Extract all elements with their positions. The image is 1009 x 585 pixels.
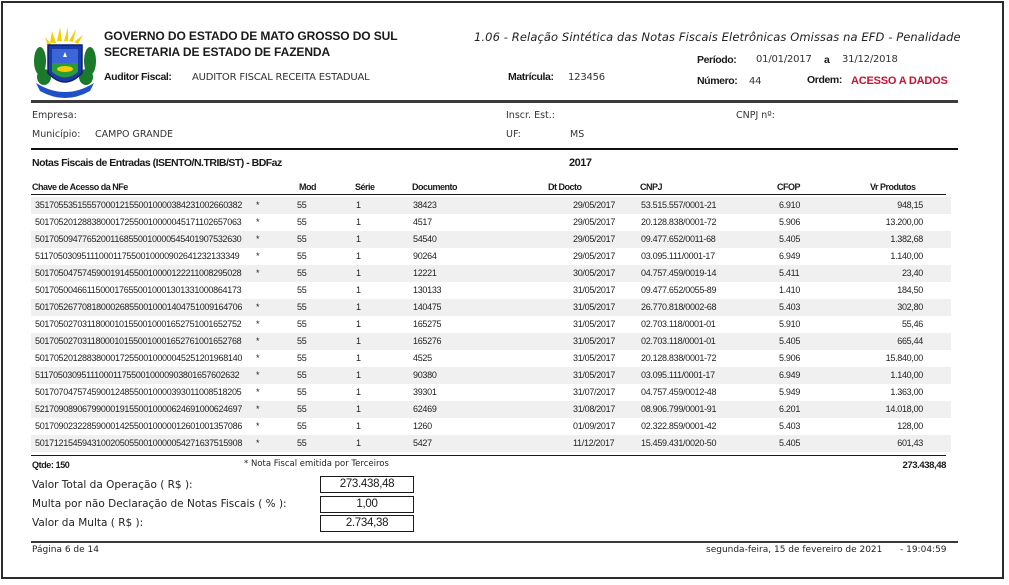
cell-cnpj: 20.128.838/0001-72: [641, 353, 717, 363]
table-row: [31, 435, 951, 452]
municipio-value: CAMPO GRANDE: [95, 129, 174, 140]
cell-dt-docto: 29/05/2017: [573, 200, 616, 210]
cell-dt-docto: 31/08/2017: [573, 404, 616, 414]
multa-percent-label: Multa por não Declaração de Notas Fiscais ( % ):: [32, 498, 287, 510]
cell-vr-produtos: 948,15: [897, 200, 923, 210]
cell-cfop: 5.403: [779, 421, 801, 431]
qtde-count: Qtde: 150: [32, 460, 70, 470]
print-time: - 19:04:59: [900, 545, 947, 555]
print-date: segunda-feira, 15 de fevereiro de 2021: [706, 545, 883, 555]
cell-documento: 165276: [413, 336, 442, 346]
cell-vr-produtos: 14.018,00: [885, 404, 923, 414]
cell-serie: 1: [356, 319, 361, 329]
cell-mod: 55: [297, 353, 307, 363]
cell-dt-docto: 30/05/2017: [573, 268, 616, 278]
cell-documento: 38423: [413, 200, 437, 210]
cell-documento: 140475: [413, 302, 442, 312]
third-party-footnote: * Nota Fiscal emitida por Terceiros: [244, 459, 389, 469]
periodo-separator: a: [824, 54, 830, 66]
column-header-chave: Chave de Acesso da NFe: [32, 182, 128, 192]
cell-serie: 1: [356, 438, 361, 448]
cell-documento: 4525: [413, 353, 432, 363]
valor-total-label: Valor Total da Operação ( R$ ):: [32, 479, 193, 491]
cell-third-party-marker: *: [256, 268, 260, 278]
cell-third-party-marker: *: [256, 336, 260, 346]
cell-chave-acesso: 50170520128838000172550010000045171102657063: [35, 217, 242, 227]
municipio-label: Município:: [32, 129, 81, 140]
cell-serie: 1: [356, 370, 361, 380]
cell-serie: 1: [356, 251, 361, 261]
cell-cfop: 5.949: [779, 387, 801, 397]
cell-mod: 55: [297, 421, 307, 431]
cell-cfop: 5.906: [779, 217, 801, 227]
cell-cnpj: 02.703.118/0001-01: [641, 336, 716, 346]
cell-dt-docto: 29/05/2017: [573, 251, 616, 261]
cell-chave-acesso: 50170526770818000268550010001404751009164706: [35, 302, 243, 312]
table-total: 273.438,48: [902, 460, 946, 471]
numero-value: 44: [749, 76, 762, 87]
cell-chave-acesso: 51170503095111000117550010000902641232133349: [35, 251, 240, 261]
section-year: 2017: [569, 157, 592, 169]
cell-cfop: 5.403: [779, 302, 801, 312]
periodo-end: 31/12/2018: [842, 54, 898, 65]
cell-cfop: 5.906: [779, 353, 801, 363]
cell-third-party-marker: *: [256, 251, 260, 261]
cell-vr-produtos: 13.200,00: [885, 217, 923, 227]
cnpj-label: CNPJ nº:: [736, 110, 775, 121]
cell-third-party-marker: *: [256, 421, 260, 431]
cell-cfop: 6.949: [779, 251, 801, 261]
column-header-cnpj: CNPJ: [640, 182, 663, 192]
table-row: [31, 418, 951, 435]
cell-cfop: 5.405: [779, 234, 801, 244]
cell-dt-docto: 31/05/2017: [573, 302, 616, 312]
cell-documento: 1260: [413, 421, 432, 431]
cell-dt-docto: 31/05/2017: [573, 353, 616, 363]
cell-cfop: 6.201: [779, 404, 801, 414]
cell-documento: 130133: [413, 285, 442, 295]
footer-divider: [31, 541, 958, 543]
cell-serie: 1: [356, 200, 361, 210]
cell-vr-produtos: 184,50: [897, 285, 923, 295]
page-number: Página 6 de 14: [32, 545, 99, 555]
cell-dt-docto: 31/05/2017: [573, 370, 616, 380]
cell-mod: 55: [297, 438, 307, 448]
auditor-value: AUDITOR FISCAL RECEITA ESTADUAL: [192, 72, 370, 83]
cell-chave-acesso: 50170502703118000101550010001652751001652752: [35, 319, 242, 329]
cell-serie: 1: [356, 353, 361, 363]
cell-cfop: 5.411: [779, 268, 800, 278]
cell-serie: 1: [356, 302, 361, 312]
uf-value: MS: [570, 129, 585, 140]
cell-mod: 55: [297, 200, 307, 210]
column-header-documento: Documento: [412, 182, 457, 192]
cell-mod: 55: [297, 251, 307, 261]
cell-documento: 12221: [413, 268, 437, 278]
cell-cnpj: 02.322.859/0001-42: [641, 421, 717, 431]
cell-vr-produtos: 1.140,00: [890, 370, 923, 380]
column-header-serie: Série: [355, 182, 375, 192]
cell-cnpj: 15.459.431/0020-50: [641, 438, 717, 448]
cell-cnpj: 53.515.557/0001-21: [641, 200, 717, 210]
auditor-label: Auditor Fiscal:: [104, 71, 172, 83]
valor-multa-label: Valor da Multa ( R$ ):: [32, 517, 144, 529]
report-title: 1.06 - Relação Sintética das Notas Fiscais Eletrônicas Omissas na EFD - Penalidade: [474, 30, 961, 44]
nfe-table: [31, 197, 951, 452]
cell-cnpj: 03.095.111/0001-17: [641, 370, 715, 380]
table-row: [31, 282, 951, 299]
table-row: [31, 248, 951, 265]
column-header-dt-docto: Dt Docto: [548, 182, 582, 192]
cell-documento: 62469: [413, 404, 437, 414]
cell-third-party-marker: *: [256, 319, 260, 329]
cell-serie: 1: [356, 387, 361, 397]
ordem-value: ACESSO A DADOS: [851, 75, 948, 87]
cell-vr-produtos: 1.363,00: [890, 387, 923, 397]
cell-dt-docto: 29/05/2017: [573, 234, 616, 244]
cell-third-party-marker: *: [256, 438, 260, 448]
cell-chave-acesso: 52170908906799000191550010000624691000624697: [35, 404, 243, 414]
table-row: [31, 316, 951, 333]
section-title: Notas Fiscais de Entradas (ISENTO/N.TRIB/ST) - BDFaz: [32, 157, 282, 169]
cell-mod: 55: [297, 234, 307, 244]
table-header-underline: [31, 194, 946, 195]
cell-cnpj: 09.477.652/0011-68: [641, 234, 716, 244]
org-name-line2: SECRETARIA DE ESTADO DE FAZENDA: [104, 45, 331, 59]
cell-chave-acesso: 35170553515557000121550010000384231002660382: [35, 200, 243, 210]
cell-vr-produtos: 1.140,00: [890, 251, 923, 261]
cell-cnpj: 26.770.818/0002-68: [641, 302, 717, 312]
cell-third-party-marker: *: [256, 217, 260, 227]
cell-cnpj: 02.703.118/0001-01: [641, 319, 716, 329]
cell-mod: 55: [297, 319, 307, 329]
cell-cfop: 1.410: [779, 285, 801, 295]
cell-vr-produtos: 128,00: [897, 421, 923, 431]
cell-dt-docto: 31/05/2017: [573, 319, 616, 329]
cell-serie: 1: [356, 404, 361, 414]
cell-serie: 1: [356, 285, 361, 295]
cell-serie: 1: [356, 336, 361, 346]
org-name-line1: GOVERNO DO ESTADO DE MATO GROSSO DO SUL: [104, 29, 398, 43]
cell-third-party-marker: *: [256, 387, 260, 397]
cell-third-party-marker: *: [256, 353, 260, 363]
cell-vr-produtos: 15.840,00: [885, 353, 923, 363]
cell-vr-produtos: 55,46: [901, 319, 923, 329]
cell-cnpj: 20.128.838/0001-72: [641, 217, 717, 227]
valor-multa-value: 2.734,38: [320, 515, 414, 532]
cell-third-party-marker: *: [256, 234, 260, 244]
empresa-label: Empresa:: [32, 110, 77, 121]
cell-dt-docto: 29/05/2017: [573, 217, 616, 227]
cell-serie: 1: [356, 421, 361, 431]
cell-chave-acesso: 50170502703118000101550010001652761001652768: [35, 336, 242, 346]
cell-mod: 55: [297, 336, 307, 346]
cell-third-party-marker: *: [256, 302, 260, 312]
cell-serie: 1: [356, 234, 361, 244]
cell-documento: 90380: [413, 370, 437, 380]
cell-cfop: 5.405: [779, 336, 801, 346]
column-header-cfop: CFOP: [777, 182, 801, 192]
table-row: [31, 231, 951, 248]
cell-mod: 55: [297, 404, 307, 414]
cell-documento: 4517: [413, 217, 432, 227]
cell-mod: 55: [297, 217, 307, 227]
column-header-mod: Mod: [299, 182, 316, 192]
cell-vr-produtos: 665,44: [897, 336, 923, 346]
cell-cfop: 6.949: [779, 370, 801, 380]
periodo-start: 01/01/2017: [756, 54, 812, 65]
ordem-label: Ordem:: [807, 74, 842, 86]
cell-chave-acesso: 50171215459431002050550010000054271637515908: [35, 438, 243, 448]
table-row: [31, 401, 951, 418]
cell-vr-produtos: 601,43: [897, 438, 923, 448]
cell-documento: 5427: [413, 438, 432, 448]
cell-cnpj: 04.757.459/0019-14: [641, 268, 717, 278]
periodo-label: Período:: [697, 54, 737, 66]
valor-total-value: 273.438,48: [320, 476, 414, 493]
cell-chave-acesso: 50170509477652001168550010000545401907532630: [35, 234, 242, 244]
table-row: [31, 384, 951, 401]
cell-cnpj: 04.757.459/0012-48: [641, 387, 717, 397]
header-divider: [31, 100, 958, 103]
cell-chave-acesso: 51170503095111000117550010000903801657602632: [35, 370, 240, 380]
cell-documento: 165275: [413, 319, 442, 329]
multa-percent-value: 1,00: [320, 496, 414, 513]
cell-third-party-marker: *: [256, 404, 260, 414]
cell-cfop: 5.910: [779, 319, 801, 329]
cell-dt-docto: 31/07/2017: [573, 387, 616, 397]
cell-vr-produtos: 23,40: [901, 268, 923, 278]
numero-label: Número:: [697, 75, 738, 87]
table-row: [31, 214, 951, 231]
cell-third-party-marker: *: [256, 370, 260, 380]
cell-mod: 55: [297, 302, 307, 312]
table-bottom-rule: [31, 455, 946, 456]
matricula-label: Matrícula:: [508, 71, 554, 83]
cell-dt-docto: 31/05/2017: [573, 285, 616, 295]
table-row: [31, 299, 951, 316]
cell-cfop: 5.405: [779, 438, 801, 448]
state-coat-of-arms-logo: [30, 25, 100, 99]
cell-documento: 90264: [413, 251, 437, 261]
cell-serie: 1: [356, 268, 361, 278]
table-row: [31, 350, 951, 367]
cell-cnpj: 09.477.652/0055-89: [641, 285, 717, 295]
cell-third-party-marker: *: [256, 200, 260, 210]
cell-dt-docto: 11/12/2017: [573, 438, 615, 448]
cell-documento: 39301: [413, 387, 437, 397]
table-row: [31, 265, 951, 282]
cell-documento: 54540: [413, 234, 437, 244]
cell-vr-produtos: 1.382,68: [890, 234, 923, 244]
cell-cnpj: 03.095.111/0001-17: [641, 251, 715, 261]
cell-cnpj: 08.906.799/0001-91: [641, 404, 717, 414]
company-divider: [31, 148, 958, 150]
inscr-est-label: Inscr. Est.:: [506, 110, 555, 121]
cell-chave-acesso: 50170500466115000176550010001301331000864173: [35, 285, 242, 295]
cell-dt-docto: 31/05/2017: [573, 336, 616, 346]
matricula-value: 123456: [568, 72, 605, 83]
cell-dt-docto: 01/09/2017: [573, 421, 616, 431]
cell-mod: 55: [297, 387, 307, 397]
cell-mod: 55: [297, 285, 307, 295]
column-header-vr-produtos: Vr Produtos: [870, 182, 916, 192]
cell-chave-acesso: 50170504757459001914550010000122211008295028: [35, 268, 242, 278]
cell-mod: 55: [297, 268, 307, 278]
cell-chave-acesso: 50170902322859000142550010000012601001357086: [35, 421, 243, 431]
uf-label: UF:: [506, 129, 521, 140]
table-row: [31, 367, 951, 384]
cell-cfop: 6.910: [779, 200, 801, 210]
cell-serie: 1: [356, 217, 361, 227]
cell-mod: 55: [297, 370, 307, 380]
cell-chave-acesso: 50170520128838000172550010000045251201968140: [35, 353, 243, 363]
cell-vr-produtos: 302,80: [897, 302, 923, 312]
table-row: [31, 333, 951, 350]
table-row: [31, 197, 951, 214]
cell-chave-acesso: 50170704757459001248550010000393011008518205: [35, 387, 242, 397]
